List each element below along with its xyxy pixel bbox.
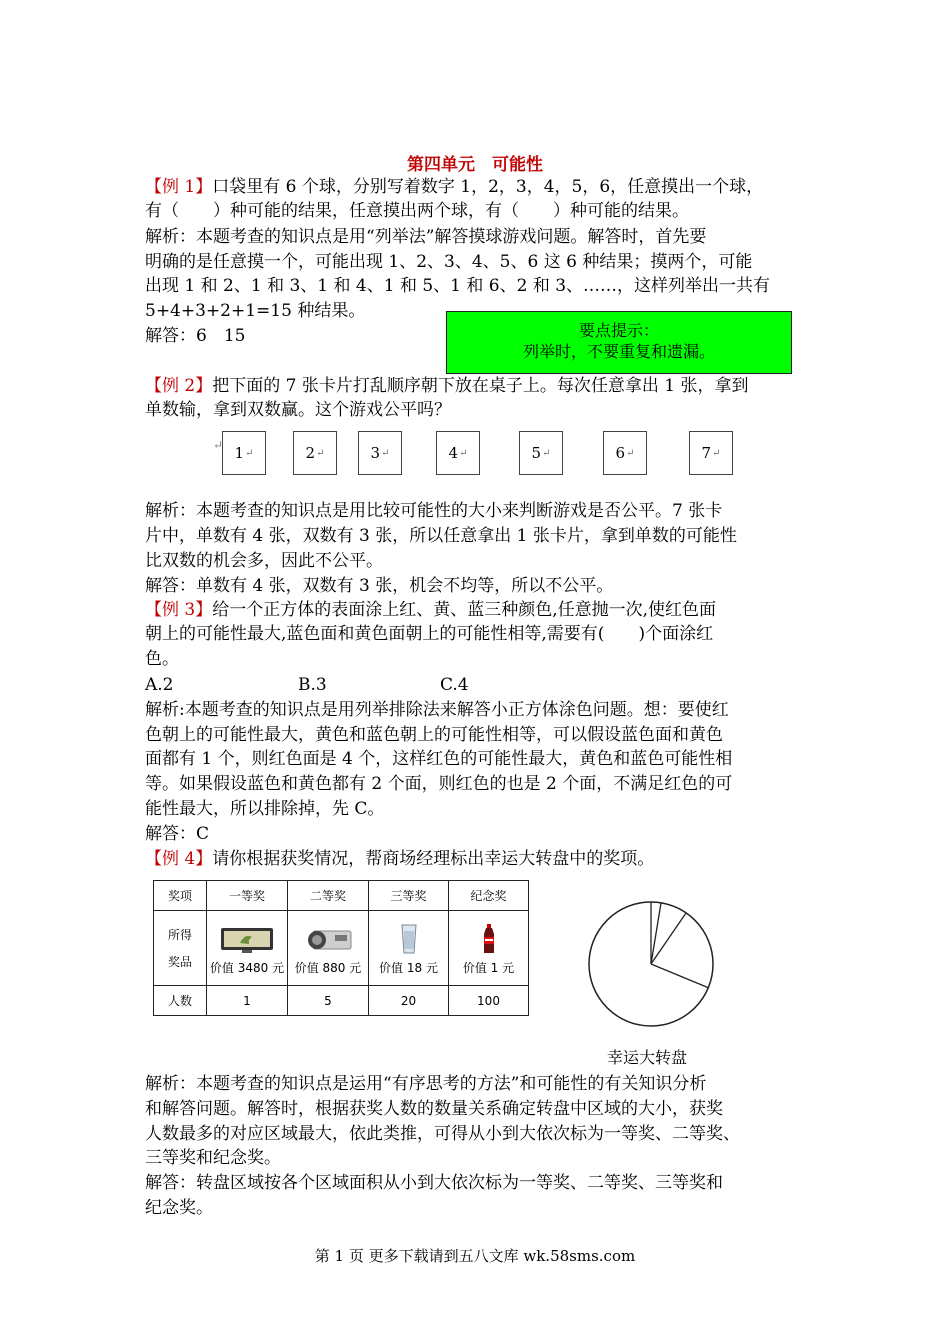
table-row <box>154 881 529 911</box>
ex3-answer: 解答：C <box>145 824 210 844</box>
table-row <box>154 911 529 986</box>
cola-bottle-icon <box>460 923 518 955</box>
ex3-analysis-line: 色朝上的可能性最大，黄色和蓝色朝上的可能性相等，可以假设蓝色面和黄色 <box>145 725 723 745</box>
ex3-option-c: C.4 <box>440 675 469 695</box>
page-footer: 第 1 页 更多下载请到五八文库 wk.58sms.com <box>314 1247 636 1265</box>
ex2-question-line-1: 【例 2】把下面的 7 张卡片打乱顺序朝下放在桌子上。每次任意拿出 1 张，拿到 <box>145 376 749 396</box>
prize-table <box>153 880 529 1016</box>
page-title: 第四单元 可能性 <box>407 155 543 175</box>
table-cell: 奖项 <box>154 881 207 911</box>
ex4-analysis-line: 解析：本题考查的知识点是运用“有序思考的方法”和可能性的有关知识分析 <box>145 1074 707 1094</box>
tip-text: 列举时，不要重复和遗漏。 <box>522 342 715 361</box>
ex4-analysis-line: 人数最多的对应区域最大，依此类推，可得从小到大依次标为一等奖、二等奖、 <box>145 1124 740 1144</box>
number-card: 6 ↵ <box>603 431 647 475</box>
table-row <box>154 986 529 1016</box>
tv-icon <box>218 923 276 955</box>
ex3-tag: 【例 3】 <box>145 600 213 620</box>
ex3-option-a: A.2 <box>145 675 174 695</box>
number-card: 3 ↵ <box>358 431 402 475</box>
table-cell: 5 <box>288 986 369 1016</box>
ex4-answer: 解答：转盘区域按各个区域面积从小到大依次标为一等奖、二等奖、三等奖和 <box>145 1173 723 1193</box>
number-card: 2 ↵ <box>293 431 337 475</box>
cup-icon <box>380 923 438 955</box>
ex2-tag: 【例 2】 <box>145 376 213 396</box>
ex3-question-line-3: 色。 <box>145 649 179 669</box>
ex3-question-line-2: 朝上的可能性最大,蓝色面和黄色面朝上的可能性相等,需要有( )个面涂红 <box>145 624 714 644</box>
table-cell: 价值 3480 元 <box>207 911 288 986</box>
ex1-question-line-1: 【例 1】口袋里有 6 个球，分别写着数字 1，2，3，4，5，6，任意摸出一个球， <box>145 177 764 197</box>
ex1-question-line-2: 有（ ）种可能的结果，任意摸出两个球，有（ ）种可能的结果。 <box>145 201 689 221</box>
table-cell: 一等奖 <box>207 881 288 911</box>
ex3-analysis-line: 解析:本题考查的知识点是用列举排除法来解答小正方体涂色问题。想：要使红 <box>145 700 729 720</box>
table-cell: 100 <box>449 986 529 1016</box>
ex1-analysis-line: 解析：本题考查的知识点是用“列举法”解答摸球游戏问题。解答时，首先要 <box>145 227 707 247</box>
return-mark: ↵ <box>213 438 224 452</box>
number-card: 1 ↵ <box>222 431 266 475</box>
ex3-analysis-line: 能性最大，所以排除掉，先 C。 <box>145 799 385 819</box>
camera-icon <box>299 923 357 955</box>
ex4-analysis-line: 和解答问题。解答时，根据获奖人数的数量关系确定转盘中区域的大小，获奖 <box>145 1099 723 1119</box>
table-cell: 1 <box>207 986 288 1016</box>
table-cell: 价值 880 元 <box>288 911 369 986</box>
table-cell: 价值 18 元 <box>369 911 449 986</box>
number-card: 7 ↵ <box>689 431 733 475</box>
ex4-question: 【例 4】请你根据获奖情况，帮商场经理标出幸运大转盘中的奖项。 <box>145 849 655 869</box>
number-card: 5 ↵ <box>519 431 563 475</box>
number-card: 4 ↵ <box>436 431 480 475</box>
table-cell: 三等奖 <box>369 881 449 911</box>
ex3-analysis-line: 等。如果假设蓝色和黄色都有 2 个面，则红色的也是 2 个面，不满足红色的可 <box>145 774 733 794</box>
ex4-tag: 【例 4】 <box>145 849 213 869</box>
lucky-wheel <box>585 898 720 1033</box>
table-cell: 纪念奖 <box>449 881 529 911</box>
wheel-label: 幸运大转盘 <box>607 1048 688 1067</box>
table-cell: 所得 奖品 <box>154 911 207 986</box>
ex2-analysis-line: 比双数的机会多，因此不公平。 <box>145 551 383 571</box>
table-cell: 价值 1 元 <box>449 911 529 986</box>
ex3-option-b: B.3 <box>298 675 327 695</box>
ex2-answer: 解答：单数有 4 张，双数有 3 张，机会不均等，所以不公平。 <box>145 576 614 596</box>
ex1-analysis-line: 明确的是任意摸一个，可能出现 1、2、3、4、5、6 这 6 种结果；摸两个，可能 <box>145 252 753 272</box>
ex4-analysis-line: 三等奖和纪念奖。 <box>145 1148 281 1168</box>
ex1-tag: 【例 1】 <box>145 177 213 197</box>
ex2-analysis-line: 片中，单数有 4 张，双数有 3 张，所以任意拿出 1 张卡片，拿到单数的可能性 <box>145 526 737 546</box>
ex4-answer: 纪念奖。 <box>145 1198 213 1218</box>
ex2-question-line-2: 单数输，拿到双数赢。这个游戏公平吗？ <box>145 400 451 420</box>
tip-box <box>446 311 792 374</box>
table-cell: 人数 <box>154 986 207 1016</box>
ex1-answer: 解答：6 15 <box>145 326 246 346</box>
table-cell: 20 <box>369 986 449 1016</box>
ex1-analysis-line: 出现 1 和 2、1 和 3、1 和 4、1 和 5、1 和 6、2 和 3、……，这样列举出一共有 <box>145 276 771 296</box>
ex2-analysis-line: 解析：本题考查的知识点是用比较可能性的大小来判断游戏是否公平。7 张卡 <box>145 501 723 521</box>
ex3-analysis-line: 面都有 1 个，则红色面是 4 个，这样红色的可能性最大，黄色和蓝色可能性相 <box>145 749 733 769</box>
ex1-analysis-line: 5+4+3+2+1=15 种结果。 <box>145 301 366 321</box>
table-cell: 二等奖 <box>288 881 369 911</box>
ex3-question-line-1: 【例 3】给一个正方体的表面涂上红、黄、蓝三种颜色,任意抛一次,使红色面 <box>145 600 717 620</box>
tip-heading: 要点提示： <box>578 321 659 340</box>
